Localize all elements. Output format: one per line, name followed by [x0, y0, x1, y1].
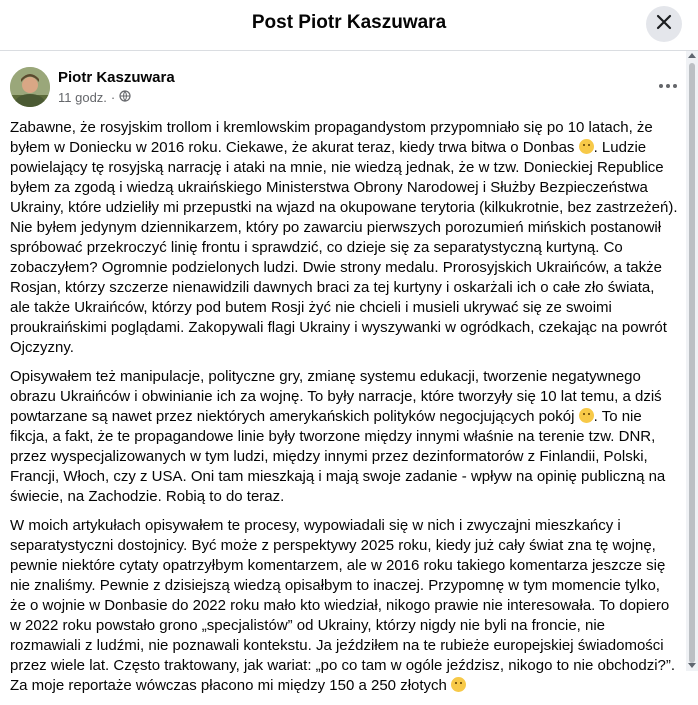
smirking-face-emoji: [451, 677, 466, 692]
more-horizontal-icon: [658, 76, 678, 94]
thinking-face-emoji: [579, 139, 594, 154]
post-paragraph: [10, 367, 678, 507]
post-paragraph: [10, 516, 678, 696]
face-with-tears-of-joy-emoji: [579, 408, 594, 423]
close-button[interactable]: [646, 6, 682, 42]
post-text: [10, 118, 678, 705]
post-time[interactable]: 11 godz.: [58, 90, 107, 105]
modal-title: Post Piotr Kaszuwara: [251, 12, 447, 33]
scroll-down-arrow-icon[interactable]: [688, 663, 696, 668]
scrollbar[interactable]: [686, 51, 698, 671]
author-name[interactable]: Piotr Kaszuwara: [58, 69, 175, 86]
scroll-thumb[interactable]: [689, 63, 695, 663]
modal-header: [0, 0, 698, 51]
scroll-up-arrow-icon[interactable]: [688, 53, 696, 58]
close-icon: [656, 14, 672, 35]
paragraph-text: . To nie fikcja, a fakt, że te propagandowe linie były tworzone między innymi właśnie na terenie tzw. DNR, przez wyspecjalizowanych w tym ludzi, między innymi przez dezinformatorów z Finlandii, Polski, Francji, Włoch, czy z USA. Oni tam mieszkają i mają swoje zadanie - wpływ na opinię publiczną na świecie, na Zachodzie. Robią to do teraz.: [10, 408, 666, 505]
more-options-button[interactable]: [654, 75, 682, 95]
paragraph-text: W moich artykułach opisywałem te procesy, wypowiadali się w nich i zwyczajni mieszkańcy i separatystyczni dostojnicy. Być może z perspektywy 2025 roku, kiedy już cały świat zna tę wojnę, pewnie niektóre cytaty opatrzyłbym komentarzem, ale w 2016 roku takiego komentarza jeszcze się nie znaliśmy. Pewnie z dzisiejszą wiedzą opisałbym to inaczej. Przypomnę w tym momencie tylko, że o wojnie w Donbasie do 2022 roku mało kto wiedział, nikogo prawie nie interesowała. To dopiero w 2022 roku powstało grono „specjalistów” od Ukrainy, którzy nigdy nie byli na froncie, nie rozmawiali z ludźmi, nie poznawali kontekstu. Ja jeździłem na te rubieże europejskiej świadomości przez wiele lat. Często traktowany, jak wariat: „po co tam w ogóle jeździsz, nikogo to nie obchodzi?”. Za moje reportaże wówczas płacono mi między 150 a 250 złotych: [10, 517, 676, 694]
post-meta: [58, 90, 131, 105]
avatar[interactable]: [10, 67, 50, 107]
post-paragraph: [10, 118, 678, 358]
globe-icon: [119, 90, 131, 105]
paragraph-text: Zabawne, że rosyjskim trollom i kremlowskim propagandystom przypomniało się po 10 latach, że byłem w Doniecku w 2016 roku. Ciekawe, że akurat teraz, kiedy trwa bitwa o Donbas: [10, 119, 653, 156]
meta-separator: ·: [110, 90, 116, 105]
paragraph-text: Opisywałem też manipulacje, polityczne gry, zmianę systemu edukacji, tworzenie negatywnego obrazu Ukraińców i obwinianie ich za wojnę. To były narracje, które tworzyły się 10 lat temu, a dziś powtarzane są nawet przez niektórych amerykańskich polityków negocjujących pokój: [10, 368, 662, 425]
paragraph-text: . Ludzie powielający tę rosyjską narrację i ataki na mnie, nie wiedzą jednak, że w tzw. Donieckiej Republice byłem za zgodą i wiedzą ukraińskiego Ministerstwa Obrony Narodowej i Służby Bezpieczeństwa Ukrainy, które udzieliły mi przepustki na wjazd na okupowane terytoria (kilkukrotnie, bez zastrzeżeń). Nie byłem jedynym dziennikarzem, który po zawarciu pierwszych porozumień mińskich postanowił spróbować przekroczyć linię frontu i sprawdzić, co dzieje się za separatystyczną kurtyną. Co zobaczyłem? Ogromnie podzielonych ludzi. Dwie strony medalu. Prorosyjskich Ukraińców, a także Rosjan, którzy szczerze nienawidzili dawnych braci za tej kurtyny i oskarżali ich o całe zło świata, ale także Ukraińców, którzy pod butem Rosji żyć nie chcieli i musieli ukrywać się ze swoimi proukraińskimi poglądami. Zakopywali flagi Ukrainy i wyszywanki w ogródkach, czekając na powrót Ojczyzny.: [10, 139, 678, 356]
